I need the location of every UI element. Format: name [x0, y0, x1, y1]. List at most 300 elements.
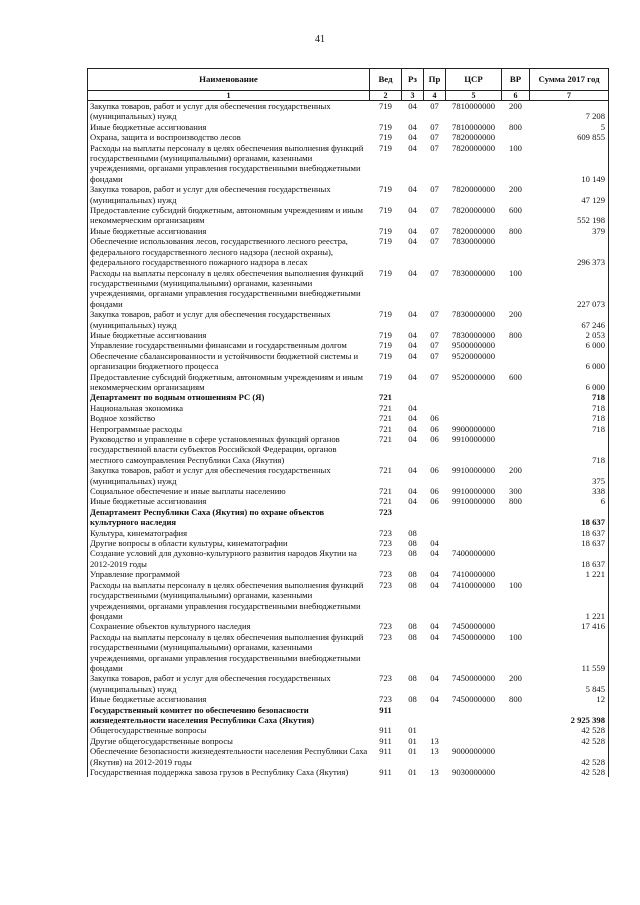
row-pr: 13	[430, 746, 439, 757]
header-number: 4	[424, 91, 446, 101]
row-csr: 7830000000	[452, 267, 495, 278]
row-name: Государственная поддержка завоза грузов в Республику Саха (Якутия)	[90, 767, 349, 777]
header-number: 1	[88, 91, 370, 101]
table-row	[88, 424, 609, 434]
row-name: Закупка товаров, работ и услуг для обеспечения государственных (муниципальных) нужд	[90, 309, 331, 330]
row-ved: 723	[379, 538, 392, 549]
row-name: Управление программой	[90, 569, 180, 580]
row-vr	[502, 548, 530, 569]
row-name: Обеспечение сбалансированности и устойчивости бюджетной системы и организации бюджетного процесса	[90, 350, 359, 372]
row-ved: 723	[379, 694, 392, 705]
row-sum: 42 528	[581, 756, 605, 767]
row-name: Непрограммные расходы	[90, 423, 183, 434]
row-sum: 5	[600, 121, 605, 132]
table-row	[88, 746, 609, 767]
table-row	[88, 621, 609, 631]
row-name: Расходы на выплаты персоналу в целях обеспечения выполнения функций государственными (муниципальными) органами, казенными учреждениями, органами управления государственными внебюджетными фондами	[90, 579, 364, 621]
row-name: Закупка товаров, работ и услуг для обеспечения государственных (муниципальных) нужд	[90, 465, 331, 486]
table-body	[88, 101, 609, 778]
row-pr: 06	[430, 434, 439, 444]
row-pr: 04	[430, 694, 439, 705]
table-row	[88, 465, 609, 486]
table-row	[88, 528, 609, 538]
row-pr: 07	[430, 101, 439, 111]
table-row	[88, 205, 609, 226]
row-sum: 18 637	[581, 517, 605, 528]
row-csr	[446, 736, 502, 746]
row-ved: 911	[379, 746, 392, 757]
row-pr: 07	[430, 371, 439, 382]
row-pr: 04	[430, 569, 439, 580]
table-row	[88, 736, 609, 746]
row-ved: 723	[379, 579, 392, 590]
row-name: Департамент Республики Саха (Якутия) по охране объектов культурного наследия	[90, 506, 325, 528]
row-vr: 100	[509, 579, 522, 590]
row-name: Руководство и управление в сфере установленных функций органов государственной власти субъектов Российской Федерации, органов местного самоуправления Республики Саха (Якутия)	[90, 434, 340, 465]
row-rz: 04	[408, 402, 417, 413]
row-name: Водное хозяйство	[90, 413, 156, 424]
row-csr: 7820000000	[452, 225, 495, 236]
row-csr: 7820000000	[452, 142, 495, 153]
row-vr	[502, 413, 530, 423]
table-row	[88, 705, 609, 726]
row-vr	[502, 434, 530, 465]
row-rz: 08	[408, 548, 417, 559]
row-ved: 911	[379, 735, 392, 746]
row-rz: 04	[408, 236, 417, 247]
row-vr	[502, 507, 530, 528]
table-row	[88, 132, 609, 142]
row-rz: 04	[408, 142, 417, 153]
row-name: Закупка товаров, работ и услуг для обеспечения государственных (муниципальных) нужд	[90, 101, 331, 122]
row-ved: 719	[379, 371, 392, 382]
row-sum: 17 416	[581, 621, 605, 632]
row-pr: 13	[430, 735, 439, 746]
row-vr: 100	[509, 142, 522, 153]
row-csr: 7830000000	[452, 236, 495, 247]
row-vr: 800	[509, 694, 522, 705]
row-pr	[424, 528, 446, 538]
row-sum: 5 845	[585, 683, 605, 694]
row-vr	[502, 736, 530, 746]
row-ved: 719	[379, 340, 392, 351]
row-pr: 07	[430, 184, 439, 195]
row-name: Расходы на выплаты персоналу в целях обеспечения выполнения функций государственными (муниципальными) органами, казенными учреждениями, органами управления государственными внебюджетными фондами	[90, 267, 364, 309]
row-vr	[502, 528, 530, 538]
row-ved: 911	[379, 767, 392, 777]
row-ved: 721	[379, 465, 392, 476]
header-name: Наименование	[88, 69, 370, 91]
row-sum: 7 208	[585, 111, 605, 122]
row-ved: 721	[379, 402, 392, 413]
row-pr: 07	[430, 267, 439, 278]
row-vr: 200	[509, 673, 522, 684]
row-rz	[402, 705, 424, 726]
row-pr: 07	[430, 350, 439, 361]
row-ved: 721	[379, 496, 392, 507]
row-vr: 200	[509, 465, 522, 476]
row-vr: 100	[509, 631, 522, 642]
table-row	[88, 351, 609, 372]
row-ved: 719	[379, 225, 392, 236]
row-rz: 04	[408, 184, 417, 195]
row-ved: 723	[379, 673, 392, 684]
row-pr: 07	[430, 309, 439, 320]
table-row	[88, 673, 609, 694]
row-csr: 9900000000	[452, 423, 495, 434]
row-name: Расходы на выплаты персоналу в целях обеспечения выполнения функций государственными (муниципальными) органами, казенными учреждениями, органами управления государственными внебюджетными фондами	[90, 631, 364, 673]
row-csr: 7820000000	[452, 132, 495, 143]
row-vr	[502, 746, 530, 767]
row-sum: 67 246	[581, 319, 605, 330]
row-ved: 719	[379, 101, 392, 111]
row-rz: 04	[408, 121, 417, 132]
row-sum: 10 149	[581, 173, 605, 184]
row-csr: 9520000000	[452, 371, 495, 382]
row-rz: 01	[408, 767, 417, 777]
row-pr: 07	[430, 236, 439, 247]
row-vr	[502, 621, 530, 631]
row-pr	[424, 705, 446, 726]
row-csr: 7450000000	[452, 631, 495, 642]
row-csr: 7450000000	[452, 673, 495, 684]
row-ved: 723	[379, 527, 392, 538]
row-vr: 600	[509, 205, 522, 216]
row-rz: 01	[408, 735, 417, 746]
row-sum: 1 221	[585, 569, 605, 580]
page-number: 41	[315, 34, 325, 45]
row-csr	[446, 413, 502, 423]
row-rz: 08	[408, 673, 417, 684]
row-ved: 721	[379, 486, 392, 497]
table-row	[88, 413, 609, 423]
row-ved: 719	[379, 121, 392, 132]
row-sum: 6 000	[585, 381, 605, 392]
row-rz: 08	[408, 694, 417, 705]
row-pr: 04	[430, 621, 439, 632]
header-number: 7	[530, 91, 609, 101]
table-row	[88, 122, 609, 132]
row-pr	[424, 392, 446, 402]
header-rz: Рз	[402, 69, 424, 91]
row-ved: 721	[379, 423, 392, 434]
row-rz: 04	[408, 371, 417, 382]
table-row	[88, 101, 609, 122]
row-sum: 718	[592, 392, 605, 403]
row-sum: 296 373	[577, 257, 605, 268]
row-pr: 04	[430, 631, 439, 642]
row-csr: 7830000000	[452, 329, 495, 340]
row-ved: 911	[379, 704, 392, 715]
row-rz: 04	[408, 340, 417, 351]
table-row	[88, 330, 609, 340]
row-ved: 723	[379, 548, 392, 559]
row-ved: 911	[379, 725, 392, 736]
row-pr	[424, 403, 446, 413]
row-ved: 719	[379, 236, 392, 247]
row-csr: 7820000000	[452, 205, 495, 216]
row-rz: 04	[408, 486, 417, 497]
row-csr	[446, 725, 502, 735]
row-csr: 7400000000	[452, 548, 495, 559]
table-row	[88, 403, 609, 413]
row-ved: 723	[379, 631, 392, 642]
row-rz: 08	[408, 538, 417, 549]
row-vr: 200	[509, 309, 522, 320]
row-name: Общегосударственные вопросы	[90, 725, 207, 736]
row-csr	[446, 507, 502, 528]
row-sum: 718	[592, 423, 605, 434]
row-csr: 9030000000	[452, 767, 495, 777]
row-rz: 04	[408, 132, 417, 143]
row-pr: 04	[430, 579, 439, 590]
table-row	[88, 226, 609, 236]
row-vr: 800	[509, 329, 522, 340]
row-csr: 7820000000	[452, 184, 495, 195]
row-csr	[446, 392, 502, 402]
row-vr	[502, 236, 530, 267]
row-rz: 04	[408, 496, 417, 507]
row-name: Иные бюджетные ассигнования	[90, 225, 207, 236]
row-vr: 800	[509, 496, 522, 507]
row-rz: 01	[408, 746, 417, 757]
row-rz: 01	[408, 725, 417, 736]
row-ved: 719	[379, 309, 392, 320]
row-vr	[502, 705, 530, 726]
row-vr	[502, 538, 530, 548]
row-sum: 42 528	[581, 767, 605, 777]
table-row	[88, 486, 609, 496]
header-vr: ВР	[502, 69, 530, 91]
row-pr: 13	[430, 767, 439, 777]
row-csr: 7450000000	[452, 621, 495, 632]
row-sum: 18 637	[581, 538, 605, 549]
row-name: Обеспечение безопасности жизнедеятельности населения Республики Саха (Якутия) на 2012-2019 годы	[90, 746, 368, 767]
row-sum: 375	[592, 475, 605, 486]
row-sum: 6	[600, 496, 605, 507]
row-csr: 7450000000	[452, 694, 495, 705]
table-row	[88, 632, 609, 674]
row-sum: 2 053	[585, 329, 605, 340]
row-csr: 9910000000	[452, 434, 495, 444]
table-row	[88, 236, 609, 267]
row-ved: 723	[379, 506, 392, 517]
row-ved: 721	[379, 434, 392, 444]
row-pr: 07	[430, 121, 439, 132]
header-csr: ЦСР	[446, 69, 502, 91]
row-ved: 719	[379, 132, 392, 143]
table-row	[88, 507, 609, 528]
row-name: Иные бюджетные ассигнования	[90, 121, 207, 132]
row-csr: 9500000000	[452, 340, 495, 351]
row-name: Предоставление субсидий бюджетным, автономным учреждениям и иным некоммерческим организациям	[90, 371, 363, 392]
row-sum: 552 198	[577, 215, 605, 226]
row-csr: 9910000000	[452, 496, 495, 507]
table-row	[88, 580, 609, 622]
row-sum: 379	[592, 225, 605, 236]
row-pr: 07	[430, 205, 439, 216]
row-vr: 100	[509, 267, 522, 278]
row-ved: 719	[379, 205, 392, 216]
row-rz	[402, 392, 424, 402]
row-vr: 200	[509, 184, 522, 195]
row-ved: 721	[379, 392, 392, 403]
row-ved: 719	[379, 142, 392, 153]
table-row	[88, 143, 609, 185]
row-sum: 18 637	[581, 558, 605, 569]
row-pr: 07	[430, 225, 439, 236]
row-csr: 7410000000	[452, 579, 495, 590]
row-rz: 08	[408, 569, 417, 580]
row-ved: 721	[379, 413, 392, 424]
row-vr	[502, 340, 530, 350]
table-row	[88, 268, 609, 310]
row-name: Закупка товаров, работ и услуг для обеспечения государственных (муниципальных) нужд	[90, 184, 331, 205]
row-sum: 11 559	[581, 662, 605, 673]
row-name: Департамент по водным отношениям РС (Я)	[90, 392, 265, 403]
table-row	[88, 725, 609, 735]
row-sum: 338	[592, 486, 605, 497]
row-vr	[502, 351, 530, 372]
row-vr: 600	[509, 371, 522, 382]
row-pr	[424, 725, 446, 735]
row-rz: 04	[408, 350, 417, 361]
row-name: Предоставление субсидий бюджетным, автономным учреждениям и иным некоммерческим организациям	[90, 205, 363, 226]
row-rz: 08	[408, 631, 417, 642]
row-rz	[402, 507, 424, 528]
row-name: Закупка товаров, работ и услуг для обеспечения государственных (муниципальных) нужд	[90, 673, 331, 694]
header-number: 6	[502, 91, 530, 101]
row-rz: 04	[408, 309, 417, 320]
row-sum: 6 000	[585, 340, 605, 351]
row-pr: 06	[430, 413, 439, 424]
row-sum: 1 221	[585, 610, 605, 621]
table-row	[88, 767, 609, 777]
row-name: Культура, кинематография	[90, 527, 188, 538]
row-rz: 04	[408, 101, 417, 111]
row-csr: 7830000000	[452, 309, 495, 320]
table-row	[88, 184, 609, 205]
row-name: Другие общегосударственные вопросы	[90, 735, 233, 746]
row-csr: 7810000000	[452, 121, 495, 132]
row-sum: 227 073	[577, 298, 605, 309]
table-row	[88, 372, 609, 393]
row-sum: 12	[596, 694, 605, 705]
row-csr: 9910000000	[452, 465, 495, 476]
row-vr	[502, 767, 530, 777]
row-rz: 04	[408, 434, 417, 444]
row-ved: 723	[379, 569, 392, 580]
row-pr: 06	[430, 496, 439, 507]
row-pr: 04	[430, 673, 439, 684]
row-sum: 42 528	[581, 735, 605, 746]
row-sum: 18 637	[581, 527, 605, 538]
row-csr	[446, 705, 502, 726]
header-pr: Пр	[424, 69, 446, 91]
row-rz: 08	[408, 527, 417, 538]
row-name: Другие вопросы в области культуры, кинематографии	[90, 538, 288, 549]
row-vr	[502, 569, 530, 579]
row-sum: 6 000	[585, 361, 605, 372]
row-vr: 800	[509, 225, 522, 236]
row-sum: 718	[592, 413, 605, 424]
header-number: 2	[370, 91, 402, 101]
row-csr: 9000000000	[452, 746, 495, 757]
row-vr: 300	[509, 486, 522, 497]
table-row	[88, 309, 609, 330]
row-sum: 2 925 398	[570, 714, 605, 725]
row-csr	[446, 538, 502, 548]
row-rz: 04	[408, 423, 417, 434]
table-row	[88, 569, 609, 579]
row-vr: 200	[509, 101, 522, 111]
row-csr: 9910000000	[452, 486, 495, 497]
row-csr: 7810000000	[452, 101, 495, 111]
row-name: Управление государственными финансами и государственным долгом	[90, 340, 347, 351]
table-row	[88, 392, 609, 402]
row-rz: 08	[408, 579, 417, 590]
row-ved: 719	[379, 267, 392, 278]
table-row	[88, 434, 609, 465]
row-csr: 7410000000	[452, 569, 495, 580]
row-pr: 07	[430, 340, 439, 351]
row-rz: 04	[408, 329, 417, 340]
row-vr: 800	[509, 121, 522, 132]
row-vr	[502, 725, 530, 735]
table-row	[88, 694, 609, 704]
row-pr: 07	[430, 132, 439, 143]
row-pr: 06	[430, 423, 439, 434]
row-csr	[446, 528, 502, 538]
row-pr: 06	[430, 486, 439, 497]
row-ved: 719	[379, 184, 392, 195]
row-sum: 42 528	[581, 725, 605, 736]
row-sum: 47 129	[581, 194, 605, 205]
header-ved: Вед	[370, 69, 402, 91]
row-sum: 609 855	[577, 132, 605, 143]
row-pr: 06	[430, 465, 439, 476]
row-name: Социальное обеспечение и иные выплаты населению	[90, 486, 286, 497]
row-name: Иные бюджетные ассигнования	[90, 329, 207, 340]
table-row	[88, 548, 609, 569]
header-number: 3	[402, 91, 424, 101]
row-rz: 04	[408, 225, 417, 236]
row-name: Охрана, защита и воспроизводство лесов	[90, 132, 241, 143]
row-name: Государственный комитет по обеспечению безопасности жизнедеятельности населения Республики Саха (Якутия)	[90, 704, 315, 725]
row-vr	[502, 424, 530, 434]
row-vr	[502, 403, 530, 413]
row-pr: 07	[430, 329, 439, 340]
row-name: Расходы на выплаты персоналу в целях обеспечения выполнения функций государственными (муниципальными) органами, казенными учреждениями, органами управления государственными внебюджетными фондами	[90, 142, 364, 184]
row-rz: 04	[408, 205, 417, 216]
budget-table	[87, 68, 609, 777]
row-name: Создание условий для духовно-культурного развития народов Якутии на 2012-2019 годы	[90, 548, 357, 569]
row-name: Иные бюджетные ассигнования	[90, 496, 207, 507]
table-row	[88, 496, 609, 506]
header-number: 5	[446, 91, 502, 101]
table-row	[88, 340, 609, 350]
row-name: Национальная экономика	[90, 402, 184, 413]
row-pr: 04	[430, 548, 439, 559]
row-vr	[502, 132, 530, 142]
row-ved: 723	[379, 621, 392, 632]
table-row	[88, 538, 609, 548]
row-rz: 04	[408, 413, 417, 424]
row-vr	[502, 392, 530, 402]
row-ved: 719	[379, 329, 392, 340]
row-pr: 04	[430, 538, 439, 549]
row-ved: 719	[379, 350, 392, 361]
